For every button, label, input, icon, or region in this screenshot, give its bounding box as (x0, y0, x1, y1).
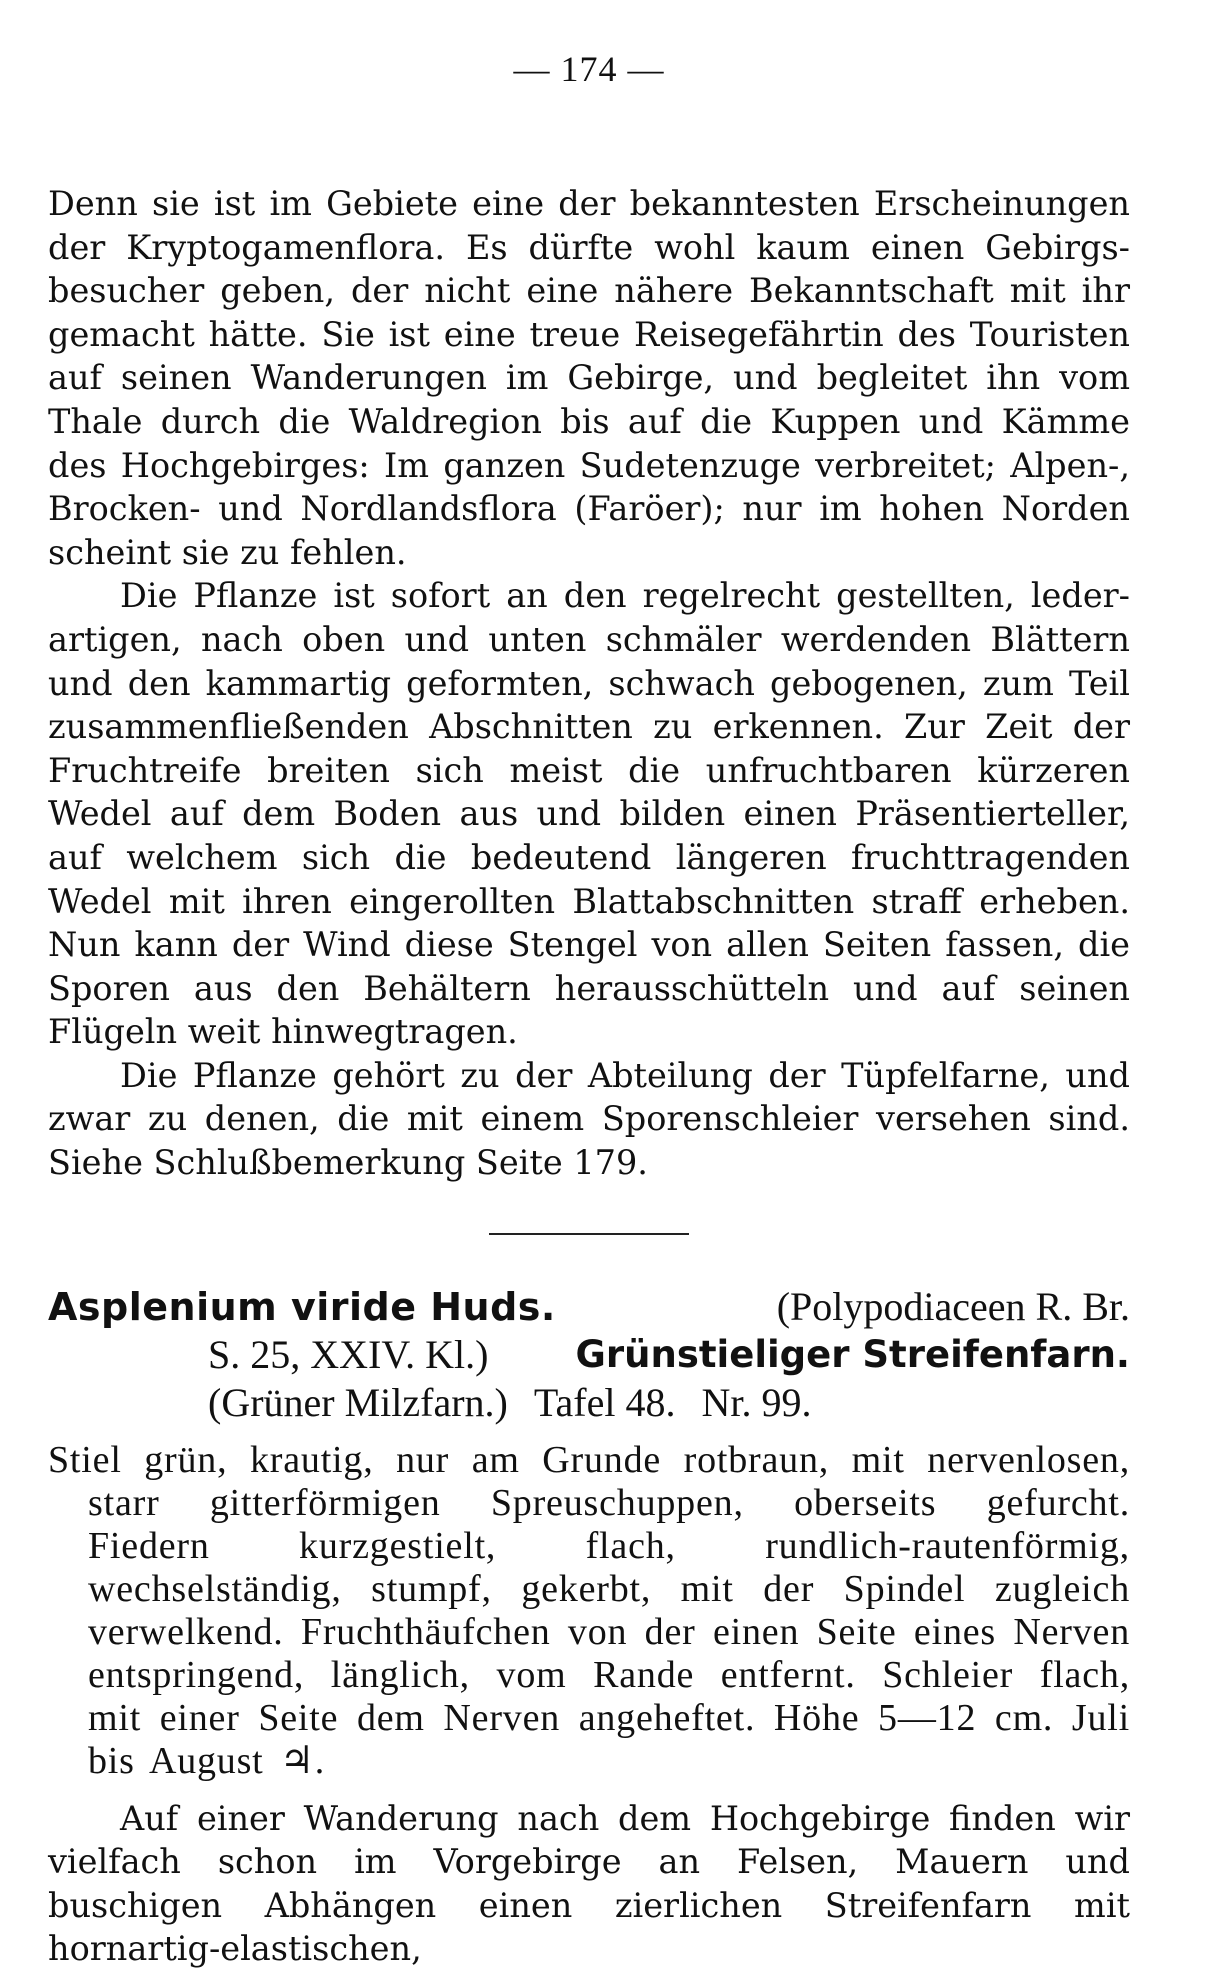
species-plate: Tafel 48. (533, 1379, 676, 1425)
body-paragraph: Die Pflanze gehört zu der Abteilung der Tüpfelfarne, und zwar zu denen, die mit einem Sporenschleier versehen sind. Siehe Schlußbemerkung Seite 179. (48, 1055, 1130, 1183)
body-paragraph: Auf einer Wanderung nach dem Hochgebirge finden wir vielfach schon im Vorgebirge an Felsen, Mauern und buschigen Abhängen einen zierlichen Streifenfarn mit hornartig-elastischen, (48, 1798, 1130, 1969)
species-class-ref: S. 25, XXIV. Kl.) (208, 1331, 489, 1377)
species-name: Asplenium viride Huds. (48, 1284, 556, 1329)
species-description: Stiel grün, krautig, nur am Grunde rotbraun, mit nervenlosen, starr gitterförmigen Spreuschuppen, oberseits gefurcht. Fiedern kurzgestielt, flach, rundlich-rautenförmig, wechselständig, stumpf, gekerbt, mit der Spindel zugleich verwelkend. Fruchthäufchen von der einen Seite eines Nerven entspringend, länglich, vom Rande entfernt. Schleier flach, mit einer Seite dem Nerven angeheftet. Höhe 5—12 cm. Juli bis August ♃. (48, 1438, 1130, 1782)
species-heading (48, 1283, 1130, 1427)
body-paragraph: Denn sie ist im Gebiete eine der bekanntesten Erscheinungen der Kryptogamenflora. Es dürfte wohl kaum einen Gebirgsbesucher geben, der nicht eine nähere Bekanntschaft mit ihr gemacht hätte. Sie ist eine treue Reisegefährtin des Touristen auf seinen Wanderungen im Gebirge, und begleitet ihn vom Thale durch die Waldregion bis auf die Kuppen und Kämme des Hochgebirges: Im ganzen Sudetenzuge verbreitet; Alpen-, Brocken- und Nordlandsflora (Faröer); nur im hohen Norden scheint sie zu fehlen. (48, 184, 1130, 572)
section-divider (489, 1233, 689, 1235)
body-paragraph: Die Pflanze ist sofort an den regelrecht gestellten, lederartigen, nach oben und unten schmäler werdenden Blättern und den kammartig geformten, schwach gebogenen, zum Teil zusammenfließenden Abschnitten zu erkennen. Zur Zeit der Fruchtreife breiten sich meist die unfruchtbaren kürzeren Wedel auf dem Boden aus und bilden einen Präsentierteller, auf welchem sich die bedeutend längeren fruchttragenden Wedel mit ihren eingerollten Blattabschnitten straff erheben. Nun kann der Wind diese Stengel von allen Seiten fassen, die Sporen aus den Behältern herausschütteln und auf seinen Flügeln weit hinwegtragen. (48, 576, 1130, 1052)
book-page (48, 38, 1130, 1969)
species-alt-name: (Grüner Milzfarn.) (208, 1379, 508, 1425)
species-german-name: Grünstieliger Streifenfarn. (575, 1332, 1130, 1376)
species-family: (Polypodiaceen R. Br. (776, 1283, 1130, 1329)
page-number: — 174 — (513, 49, 665, 89)
species-number: Nr. 99. (701, 1379, 812, 1425)
